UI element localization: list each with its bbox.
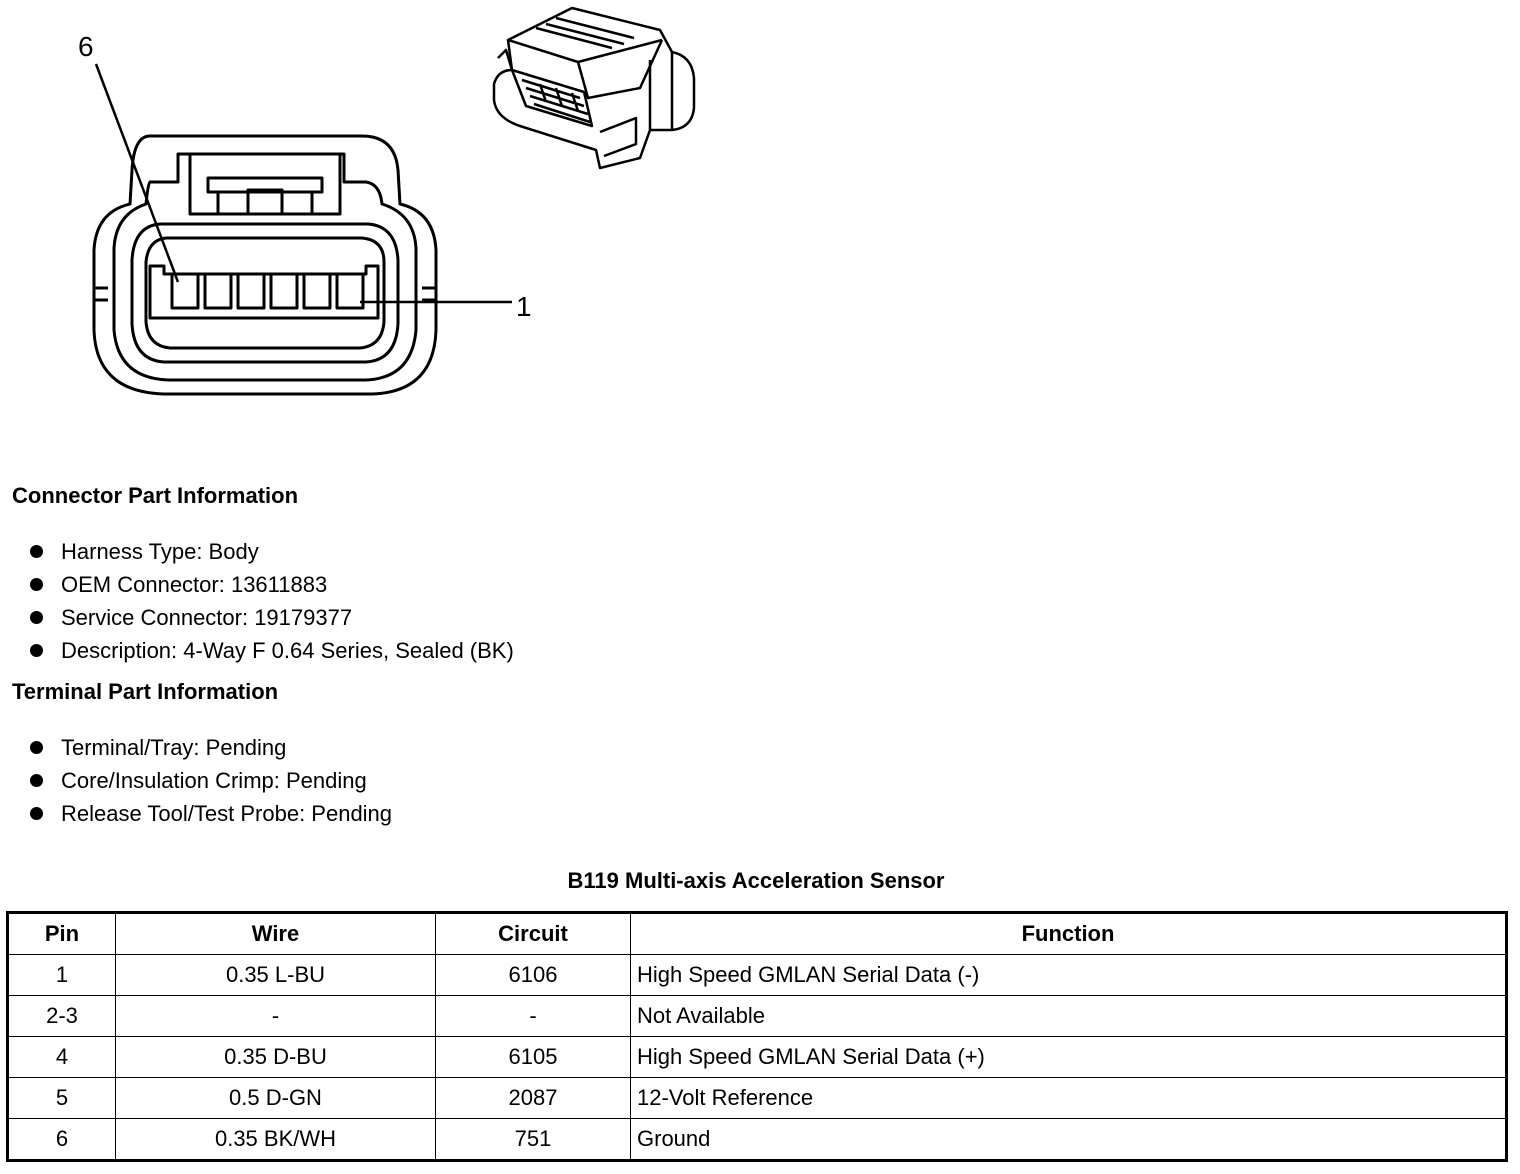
list-item: Core/Insulation Crimp: Pending [30,764,392,797]
terminal-4 [238,274,264,308]
connector-3d-illustration [494,8,694,168]
circuit-cell: 751 [436,1119,631,1161]
terminal-3 [271,274,297,308]
list-item: Harness Type: Body [30,535,514,568]
bullet-icon [30,611,43,624]
terminal-2 [304,274,330,308]
function-cell: Not Available [631,996,1507,1037]
terminal-1 [337,274,363,308]
table-row [8,1037,1507,1078]
bullet-icon [30,644,43,657]
bullet-icon [30,545,43,558]
column-header-function: Function [631,913,1507,955]
circuit-cell: 2087 [436,1078,631,1119]
pin-cell: 4 [8,1037,116,1078]
callout-6-label: 6 [78,31,94,62]
pin-cell: 1 [8,955,116,996]
callout-6-leader [96,64,178,282]
pinout-table [6,911,1508,1162]
wire-cell: 0.35 BK/WH [116,1119,436,1161]
list-item: Release Tool/Test Probe: Pending [30,797,392,830]
connector-info-heading: Connector Part Information [12,483,299,508]
list-item: Terminal/Tray: Pending [30,731,392,764]
circuit-cell: - [436,996,631,1037]
table-row [8,1078,1507,1119]
list-item: Service Connector: 19179377 [30,601,514,634]
pin-cell: 6 [8,1119,116,1161]
connector-info-list [30,535,514,667]
list-item: OEM Connector: 13611883 [30,568,514,601]
connector-latch [190,154,340,214]
pin-cell: 2-3 [8,996,116,1037]
column-header-wire: Wire [116,913,436,955]
circuit-cell: 6105 [436,1037,631,1078]
bullet-icon [30,774,43,787]
function-cell: High Speed GMLAN Serial Data (-) [631,955,1507,996]
table-row [8,955,1507,996]
wire-cell: 0.5 D-GN [116,1078,436,1119]
connector-diagram [0,0,760,420]
terminal-5 [205,274,231,308]
terminal-info-heading: Terminal Part Information [12,679,279,704]
table-row [8,996,1507,1037]
table-title: B119 Multi-axis Acceleration Sensor [567,868,945,893]
wire-cell: - [116,996,436,1037]
function-cell: High Speed GMLAN Serial Data (+) [631,1037,1507,1078]
circuit-cell: 6106 [436,955,631,996]
table-row [8,1119,1507,1161]
bullet-icon [30,741,43,754]
column-header-circuit: Circuit [436,913,631,955]
list-item: Description: 4-Way F 0.64 Series, Sealed (BK) [30,634,514,667]
table-header-row [8,913,1507,955]
bullet-icon [30,807,43,820]
terminal-info-list [30,731,392,830]
wire-cell: 0.35 D-BU [116,1037,436,1078]
function-cell: 12-Volt Reference [631,1078,1507,1119]
function-cell: Ground [631,1119,1507,1161]
pin-cell: 5 [8,1078,116,1119]
wire-cell: 0.35 L-BU [116,955,436,996]
callout-1-label: 1 [516,291,532,322]
column-header-pin: Pin [8,913,116,955]
bullet-icon [30,578,43,591]
